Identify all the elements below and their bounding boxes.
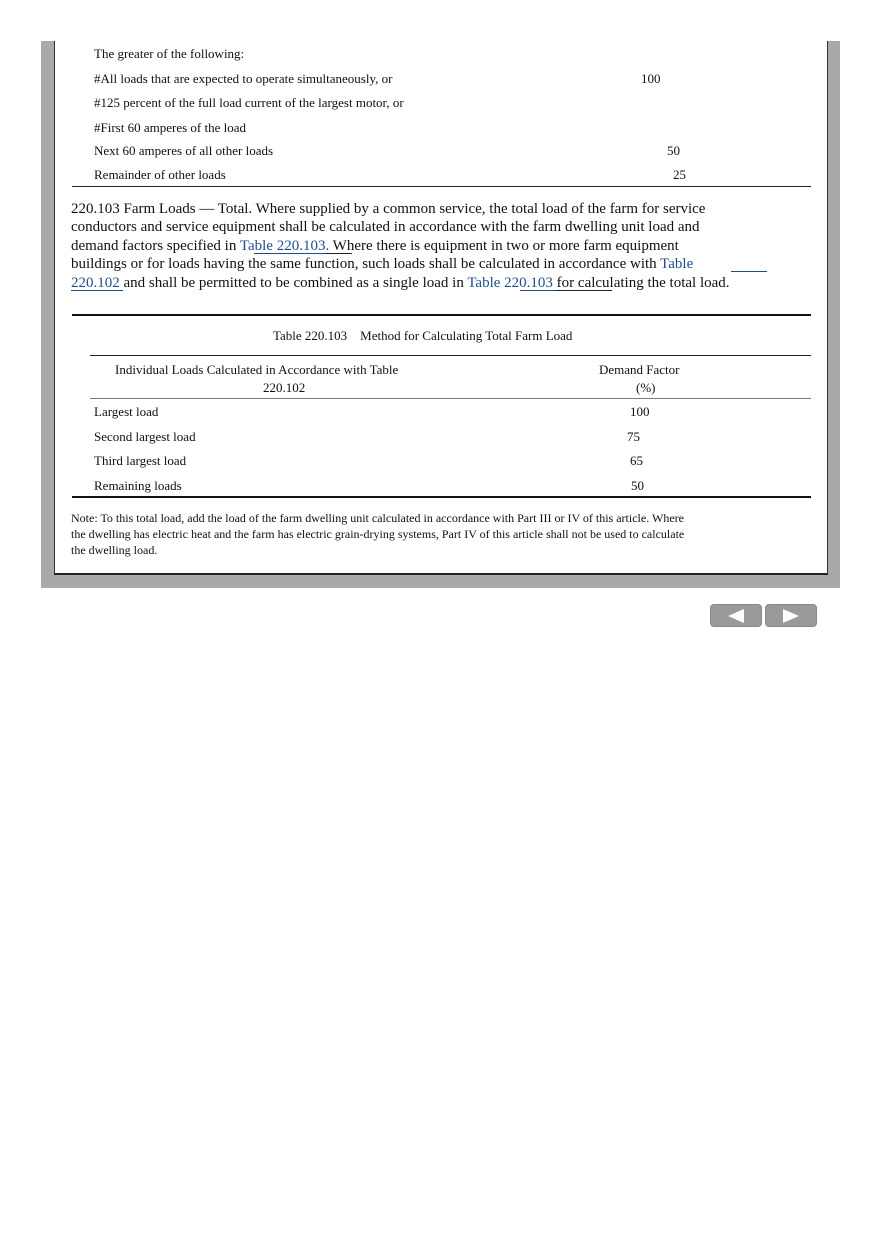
document-panel bbox=[54, 41, 828, 575]
col1-header: 220.102 bbox=[263, 380, 306, 395]
section-text: 220.103 Farm Loads — Total. Where supplied by a common service, the total load of the farm for service bbox=[71, 201, 706, 217]
top-row-label: The greater of the following: bbox=[94, 46, 245, 61]
top-row-label: Remainder of other loads bbox=[94, 167, 226, 182]
table-note: the dwelling load. bbox=[71, 543, 158, 557]
section-text: conductors and service equipment shall be calculated in accordance with the farm dwelling unit load and bbox=[71, 219, 700, 235]
table-row-load: Third largest load bbox=[94, 453, 187, 468]
top-row-label: Next 60 amperes of all other loads bbox=[94, 143, 274, 158]
table-note: Note: To this total load, add the load of the farm dwelling unit calculated in accordance with Part III or IV of this article. Where bbox=[71, 511, 684, 525]
table-rule bbox=[72, 186, 811, 187]
next-page-button[interactable] bbox=[765, 604, 817, 627]
triangle-right-icon bbox=[779, 608, 803, 624]
link-underline bbox=[520, 290, 556, 291]
table-row-factor: 50 bbox=[631, 478, 644, 493]
table-top-rule bbox=[72, 314, 811, 316]
top-row-label: #125 percent of the full load current of the largest motor, or bbox=[94, 95, 404, 110]
table-row-load: Largest load bbox=[94, 404, 159, 419]
table-row-load: Remaining loads bbox=[94, 478, 182, 493]
col1-header: Individual Loads Calculated in Accordance with Table bbox=[115, 362, 399, 377]
table-row-factor: 65 bbox=[630, 453, 643, 468]
table-note: the dwelling has electric heat and the farm has electric grain-drying systems, Part IV of this article shall not be used to calculate bbox=[71, 527, 685, 541]
link-underline bbox=[71, 290, 123, 291]
table-row-factor: 75 bbox=[627, 429, 640, 444]
table-row-load: Second largest load bbox=[94, 429, 196, 444]
link-underline bbox=[731, 271, 767, 272]
section-text: 220.102 and shall be permitted to be combined as a single load in Table 220.103 for calculating the total load. bbox=[71, 275, 730, 291]
link-underline bbox=[556, 290, 612, 291]
link-underline bbox=[326, 253, 352, 254]
table-caption: Table 220.103 Method for Calculating Total Farm Load bbox=[273, 328, 573, 343]
top-row-label: #First 60 amperes of the load bbox=[94, 120, 246, 135]
triangle-left-icon bbox=[724, 608, 748, 624]
section-text: demand factors specified in Table 220.103. Where there is equipment in two or more farm equipment bbox=[71, 238, 679, 254]
previous-page-button[interactable] bbox=[710, 604, 762, 627]
top-row-value: 100 bbox=[641, 71, 661, 86]
table-row-factor: 100 bbox=[630, 404, 650, 419]
table-220-103-link-2[interactable]: Table 220.103 bbox=[467, 275, 557, 291]
col2-header: (%) bbox=[636, 380, 656, 395]
table-220-103-link[interactable]: Table 220.103. bbox=[239, 238, 330, 254]
table-bottom-rule bbox=[72, 496, 811, 498]
top-row-value: 25 bbox=[673, 167, 686, 182]
document-frame bbox=[41, 41, 840, 588]
col2-header: Demand Factor bbox=[599, 362, 680, 377]
table-header-rule bbox=[90, 355, 811, 356]
table-220-102-link-cont[interactable]: 220.102 bbox=[71, 275, 124, 291]
table-220-102-link[interactable]: Table bbox=[660, 256, 694, 272]
top-row-label: #All loads that are expected to operate simultaneously, or bbox=[94, 71, 393, 86]
link-underline bbox=[254, 253, 326, 254]
table-header-bottom-rule bbox=[90, 398, 811, 399]
top-row-value: 50 bbox=[667, 143, 680, 158]
section-text: buildings or for loads having the same function, such loads shall be calculated in accordance with Table bbox=[71, 256, 694, 272]
